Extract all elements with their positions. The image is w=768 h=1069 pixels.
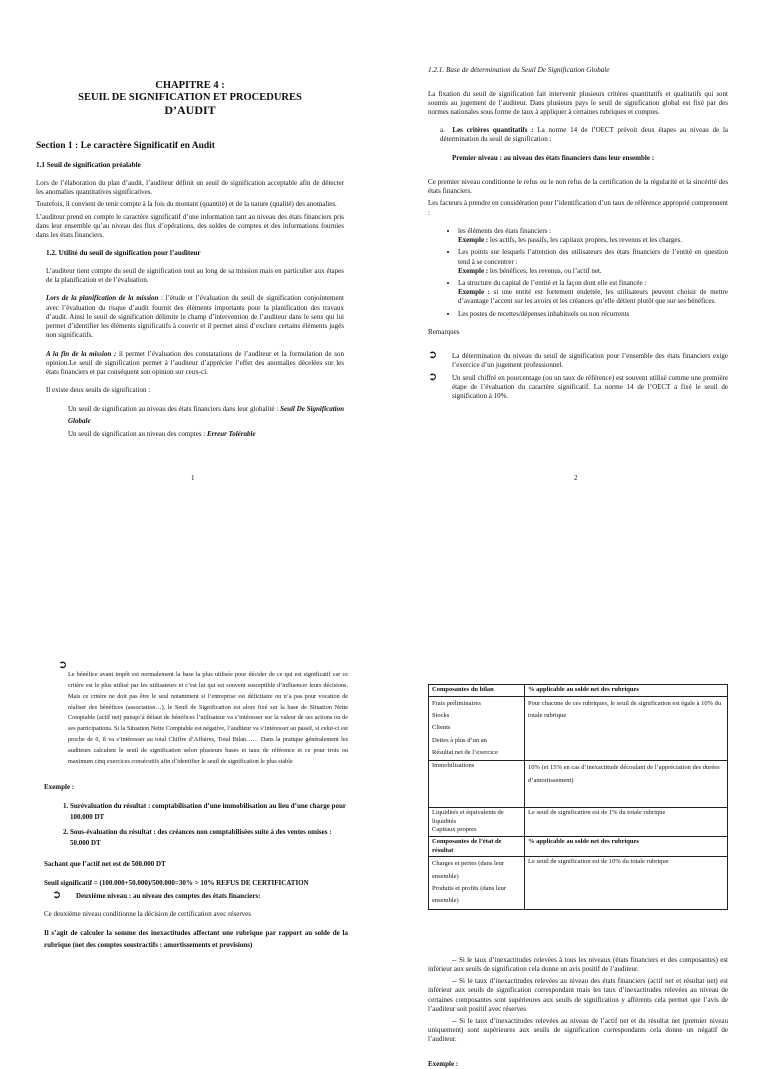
section-title: Section 1 : Le caractère Significatif en Audit bbox=[36, 140, 215, 151]
table-header: % applicable au solde net des rubriques bbox=[525, 837, 728, 857]
list-item: • Les points sur lesquels l’attention des utilisateurs des états financiers de l’entité en question tend à se concentrer : Exemple : les bénéfices, les revenus, ou l’actif net. bbox=[458, 248, 728, 276]
deuxieme-niveau: ➲ Deuxième niveau : au niveau des comptes des états financiers: bbox=[52, 888, 261, 901]
table-row bbox=[429, 761, 728, 808]
table-header-row bbox=[429, 837, 728, 857]
table-row bbox=[429, 696, 728, 761]
page-number: 2 bbox=[574, 474, 578, 482]
table-cell: Liquidités et équivalents de liquidités Capitaux propres bbox=[429, 808, 525, 837]
remarques-label: Remarques bbox=[428, 327, 460, 336]
paragraph: Lors de l’élaboration du plan d’audit, l’auditeur définit un seuil de signification acceptable afin de détecter les anomalies quantitatives significatives. bbox=[36, 178, 344, 197]
list-item: • La structure du capital de l’entité et la façon dont elle est financée : Exemple : si une entité est fortement endettée, les utilisateurs peuvent choisir de mettre d’avantage l’accent sur les avoirs et les créances qu’elle détient plutôt que sur ses bénéfices. bbox=[458, 279, 728, 307]
arrow-icon: ➲ bbox=[52, 888, 62, 901]
paragraph: -- Si le taux d’inexactitudes relevées à tous les niveaux (états financiers et des composantes) est inférieur aux seuils de signification cela donne un avis positif de l’auditeur. bbox=[428, 955, 728, 973]
chapter-subtitle-audit: D’AUDIT bbox=[164, 103, 216, 118]
premier-niveau: Premier niveau : au niveau des états financiers dans leur ensemble : bbox=[452, 153, 655, 162]
list-item: 2. Sous-évaluation du résultat : des créances non comptabilisées suite à des ventes omises : 50.000 DT bbox=[70, 827, 348, 849]
paragraph: L’auditeur tient compte du seuil de signification tout au long de sa mission mais en particulier aux étapes de la planification et de l’évaluation. bbox=[46, 266, 344, 285]
table-cell: Charges et pertes (dans leur ensemble) Produits et profits (dans leur ensemble) bbox=[429, 857, 525, 909]
list-item: 1. Surévaluation du résultat : comptabilisation d’une immobilisation au lieu d’une charge pour 100.000 DT bbox=[70, 801, 348, 823]
page-2 bbox=[384, 0, 768, 512]
subsection-1-2-title: 1.2. Utilité du seuil de signification pour l’auditeur bbox=[46, 249, 201, 258]
paragraph: Les facteurs à prendre en considération pour l’identification d’un taux de référence approprié comprennent : bbox=[428, 199, 728, 217]
table-cell: Le seuil de signification est de 10% du totale rubrique bbox=[525, 857, 728, 909]
seuil-calc: Seuil significatif = (100.000+50.000)/500.000=30% > 10% REFUS DE CERTIFICATION bbox=[44, 878, 309, 887]
chapter-subtitle: SEUIL DE SIGNIFICATION ET PROCEDURES bbox=[78, 92, 302, 104]
seuils-table bbox=[428, 684, 728, 910]
page-3 bbox=[0, 512, 384, 1024]
table-header: % applicable au solde net des rubriques bbox=[525, 685, 728, 697]
paragraph-fin-mission: A la fin de la mission : il permet l’évaluation des constatations de l’auditeur et la formulation de son opinion.Le seuil de signification permet à l’auditeur d’apprécier l’effet des anomalies décelées sur les états financiers et par conséquent son opinion sur ceux-ci. bbox=[46, 349, 344, 376]
table-header-row bbox=[429, 685, 728, 697]
seuil-global: Un seuil de signification au niveau des états financiers dans leur globalité : Seuil De Signification Globale bbox=[68, 405, 344, 425]
page-4 bbox=[384, 512, 768, 1068]
paragraph: L’auditeur prend en compte le caractère significatif d’une information tant au niveau des états financiers pris dans leur ensemble qu’au niveau des flux d’opérations, des soldes de comptes et des informations fournies dans les états financiers. bbox=[36, 212, 344, 240]
table-cell: Le seuil de signification est de 1% du totale rubrique bbox=[525, 808, 728, 837]
sachant: Sachant que l’actif net est de 500.000 DT bbox=[44, 859, 166, 868]
paragraph-planification: Lors de la planification de la mission : l’étude et l’évaluation du seuil de signification conjointement avec l’évaluation du risque d’audit fournit des éléments importants pour la planification des travaux d’audit. Ainsi le seuil de signification délimite le champ d’intervention de l’auditeur dans le sens qui lui permet d’identifier les éléments significatifs à couvrir et il permet ainsi d’exclure certains éléments jugés non significatifs. bbox=[46, 294, 345, 340]
table-cell: 10% (et 15% en cas d’inexactitude découlant de l’appréciation des durées d’amortissement) bbox=[525, 761, 728, 808]
arrow-icon: ➲ bbox=[58, 658, 68, 671]
paragraph: Il existe deux seuils de signification : bbox=[46, 386, 151, 395]
page-1 bbox=[0, 0, 384, 512]
table-row bbox=[429, 808, 728, 837]
table-cell: Pour chacune de ces rubriques, le seuil de signification est égale à 10% du totale rubrique bbox=[525, 696, 728, 761]
remark-1: ➲ La détermination du niveau du seuil de signification pour l’ensemble des états financiers exige l’exercice d’un jugement professionnel. bbox=[428, 348, 728, 370]
paragraph: Ce premier niveau conditionne le refus ou le non refus de la certification de la régularité et la sincérité des états financiers. bbox=[428, 177, 728, 196]
table-row bbox=[429, 857, 728, 909]
table-header: Composantes de l’état de résultat bbox=[429, 837, 525, 857]
arrow-icon: ➲ bbox=[428, 348, 438, 362]
page-number: 1 bbox=[191, 474, 195, 482]
paragraph: -- Si le taux d’inexactitudes relevées au niveau des états financiers (actif net et résultat net) est inférieur aux seuils de signification correspondant mais les taux d’inexactitudes relevées au niveau de certaines composantes sont supérieures aux seuils de signification y afférents cela permet que l’avis de l’auditeur soit positif avec réserves bbox=[428, 977, 728, 1013]
paragraph: Ce deuxième niveau conditionne la décision de certification avec réserves bbox=[44, 910, 251, 919]
table-cell: Immobilisations bbox=[429, 761, 525, 808]
paragraph: La fixation du seuil de signification fait intervenir plusieurs critères quantitatifs et qualitatifs qui sont soumis au jugement de l’auditeur. Dans plusieurs pays le seuil de signification global est fixé par des normes nationales sous forme de taux à appliquer à certaines rubriques et comptes. bbox=[428, 89, 728, 116]
list-item: • Les postes de recettes/dépenses inhabituels ou non récurrents bbox=[458, 310, 728, 319]
subsection-1-2-1-title: 1.2.1. Base de détermination du Seuil De Signification Globale bbox=[428, 66, 610, 74]
subsection-1-1-title: 1.1 Seuil de signification préalable bbox=[36, 161, 141, 170]
list-item: • les éléments des états financiers : Exemple : les actifs, les passifs, les capitaux propres, les revenus et les charges. bbox=[458, 227, 728, 245]
table-cell: Frais préliminaires Stocks Clients Dettes à plus d’un an Résultat net de l’exercice bbox=[429, 696, 525, 761]
seuil-comptes: Un seuil de signification au niveau des comptes : Erreur Tolérable bbox=[68, 429, 256, 438]
exemple-label: Exemple : bbox=[428, 1059, 459, 1068]
exemple-list bbox=[44, 801, 348, 850]
criteres-quantitatifs: a. Les critères quantitatifs : La norme 14 de l’OECT prévoit deux étapes au niveau de la détermination du seuil de signification : bbox=[440, 126, 729, 144]
arrow-icon: ➲ bbox=[428, 369, 438, 383]
facteurs-list bbox=[428, 227, 728, 319]
remark-2: ➲ Un seuil chiffré en pourcentage (ou un taux de référence) est souvent utilisé comme une première étape de l’évaluation du caractère significatif. La norme 14 de l’OECT a fixé le seuil de signification à 10%. bbox=[428, 369, 728, 401]
paragraph: Toutefois, il convient de tenir compte à la fois du montant (quantité) et de la nature (qualité) des anomalies. bbox=[36, 200, 337, 209]
paragraph: Il s’agit de calculer la somme des inexactitudes affectant une rubrique par rapport au solde de la rubrique (net des comptes soustractifs : amortissements et provisions) bbox=[44, 929, 348, 949]
chapter-title: CHAPITRE 4 : bbox=[155, 80, 225, 91]
table-header: Composantes du bilan bbox=[429, 685, 525, 697]
exemple-label: Exemple : bbox=[44, 782, 75, 791]
paragraph-benefice: Le bénéfice avant impôt est normalement la base la plus utilisée pour décider de ce qui est significatif car ce critère est le plus utilisé par les utilisateurs et c’est lui qui est souvent susceptible d’influencer leurs décisions. Mais ce critère ne doit pas être le seul notamment si l’entreprise est déficitaire ou n’a pas pour vocation de réaliser des bénéfices (association…), le Seuil de Signification est alors fixé sur la base de Situation Nette Comptable (actif net) puisqu’à défaut de bénéfices l’utilisateur va s’intéresser sur la valeur de ses actions ou de ses participations. Si la Situation Nette Comptable est négative, l’auditeur va s’intéresser au passif, si celui-ci est proche de 0, il va s’intéresser au total Chiffre d’Affaires, Total Bilan…… Dans la pratique généralement les auditeurs calculent le seuil de signification selon plusieurs bases et taux de référence et ce pour trois ou maximum cinq exercices consécutifs afin d’identifier le seuil de signification le plus stable bbox=[68, 671, 348, 765]
paragraph: -- Si le taux d’inexactitudes relevées au niveau de l’actif net et du résultat net (premier niveau uniquement) sont supérieures aux seuils de signification correspondants cela donne un négatif de l’auditeur. bbox=[428, 1016, 728, 1044]
